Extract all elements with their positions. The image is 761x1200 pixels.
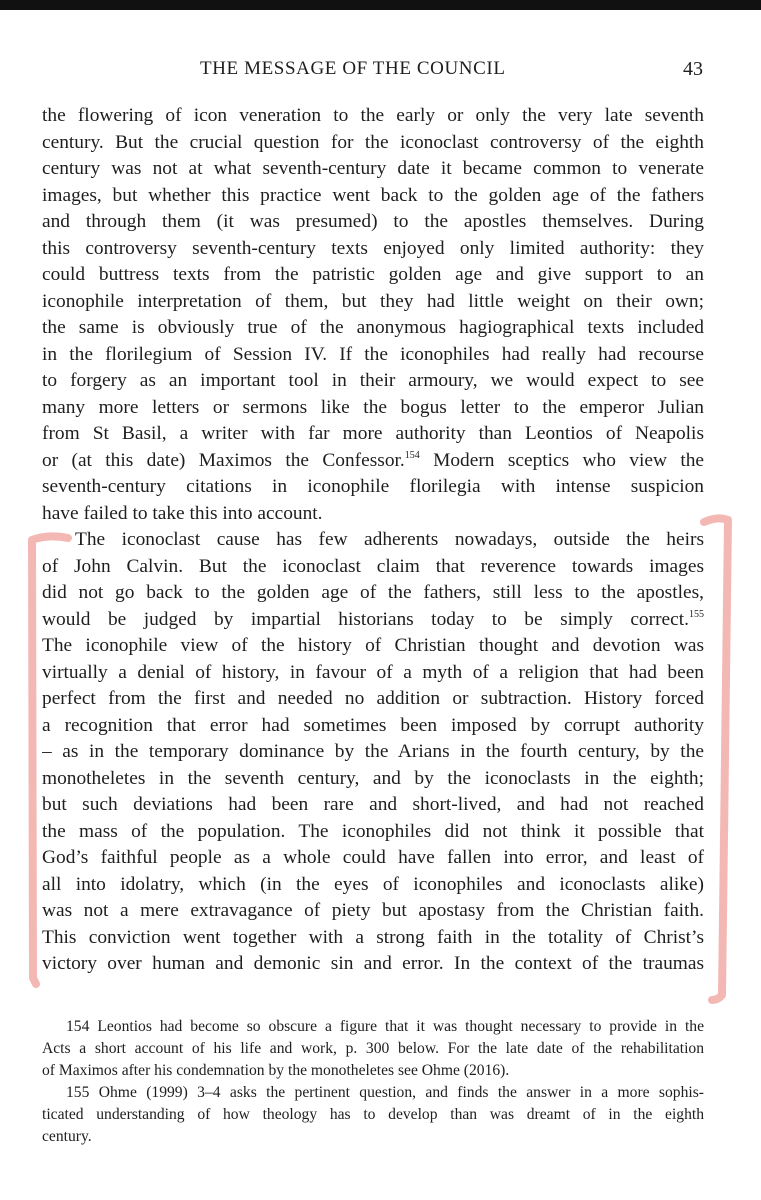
text-line: century was not at what seventh-century date it became common to venerate [42,158,704,179]
text-line: all into idolatry, which (in the eyes of iconophiles and iconoclasts alike) [42,873,704,895]
text-line: God’s faithful people as a whole could have fallen into error, and least of [42,847,704,868]
footnote-ref-155[interactable]: 155 [689,608,704,620]
text-line: virtually a denial of history, in favour of a myth of a religion that had been [42,661,704,683]
left-bracket-stroke [32,536,68,984]
footnote-line: ticated understanding of how theology has to develop than was dreamt of in the eighth [42,1106,704,1123]
footnote-154: 154 Leontios had become so obscure a figure that it was thought necessary to provide in the [66,1018,704,1035]
annotation-strokes [32,518,728,1000]
page-number: 43 [683,58,703,80]
text-line: could buttress texts from the patristic golden age and give support to an [42,264,704,285]
text-line: did not go back to the golden age of the fathers, still less to the apostles, [42,582,704,603]
paragraph-first-line: The iconoclast cause has few adherents nowadays, outside the heirs [75,529,704,550]
footnote-line: of Maximos after his condemnation by the monotheletes see Ohme (2016). [42,1062,510,1079]
text-line: seventh-century citations in iconophile florilegia with intense suspicion [42,476,704,497]
text-line: but such deviations had been rare and short-lived, and had not reached [42,794,704,815]
text-line: in the florilegium of Session IV. If the iconophiles had really had recourse [42,343,704,365]
right-bracket-stroke [704,518,728,1000]
text-line: perfect from the first and needed no addition or subtraction. History forced [42,688,704,709]
text-line: the flowering of icon veneration to the early or only the very late seventh [42,105,704,126]
text-line: This conviction went together with a strong faith in the totality of Christ’s [42,926,704,948]
text-line: a recognition that error had sometimes been imposed by corrupt authority [42,714,704,736]
running-title: THE MESSAGE OF THE COUNCIL [200,58,506,79]
text-line: century. But the crucial question for the iconoclast controversy of the eighth [42,131,704,153]
text-line: images, but whether this practice went back to the golden age of the fathers [42,184,704,206]
text-line: the mass of the population. The iconophiles did not think it possible that [42,820,704,842]
text-line: The iconophile view of the history of Christian thought and devotion was [42,635,704,656]
text-line: and through them (it was presumed) to the apostles themselves. During [42,211,704,232]
text-line: this controversy seventh-century texts enjoyed only limited authority: they [42,237,704,259]
footnote-line: century. [42,1128,92,1145]
footnote-155: 155 Ohme (1999) 3–4 asks the pertinent question, and finds the answer in a more sophis- [66,1084,704,1101]
text-fragment: or (at this date) Maximos the Confessor. [42,449,405,471]
text-line: iconophile interpretation of them, but they had little weight on their own; [42,290,704,312]
text-line: of John Calvin. But the iconoclast claim that reverence towards images [42,555,704,577]
text-line: to forgery as an important tool in their armoury, we would expect to see [42,370,704,391]
text-line: from St Basil, a writer with far more authority than Leontios of Neapolis [42,423,704,444]
footnote-line: Acts a short account of his life and work, p. 300 below. For the late date of the rehabilitation [42,1040,704,1057]
footnote-ref-154[interactable]: 154 [404,449,420,461]
text-fragment: would be judged by impartial historians today to be simply correct. [42,608,689,630]
text-line: monotheletes in the seventh century, and by the iconoclasts in the eighth; [42,767,704,789]
text-line: – as in the temporary dominance by the Arians in the fourth century, by the [42,741,704,762]
text-line: the same is obviously true of the anonymous hagiographical texts included [42,317,704,338]
text-line: victory over human and demonic sin and error. In the context of the traumas [42,953,704,974]
text-line: many more letters or sermons like the bogus letter to the emperor Julian [42,396,704,418]
text-fragment: Modern sceptics who view the [419,449,704,471]
text-line: was not a mere extravagance of piety but apostasy from the Christian faith. [42,900,704,921]
text-line: have failed to take this into account. [42,502,323,524]
